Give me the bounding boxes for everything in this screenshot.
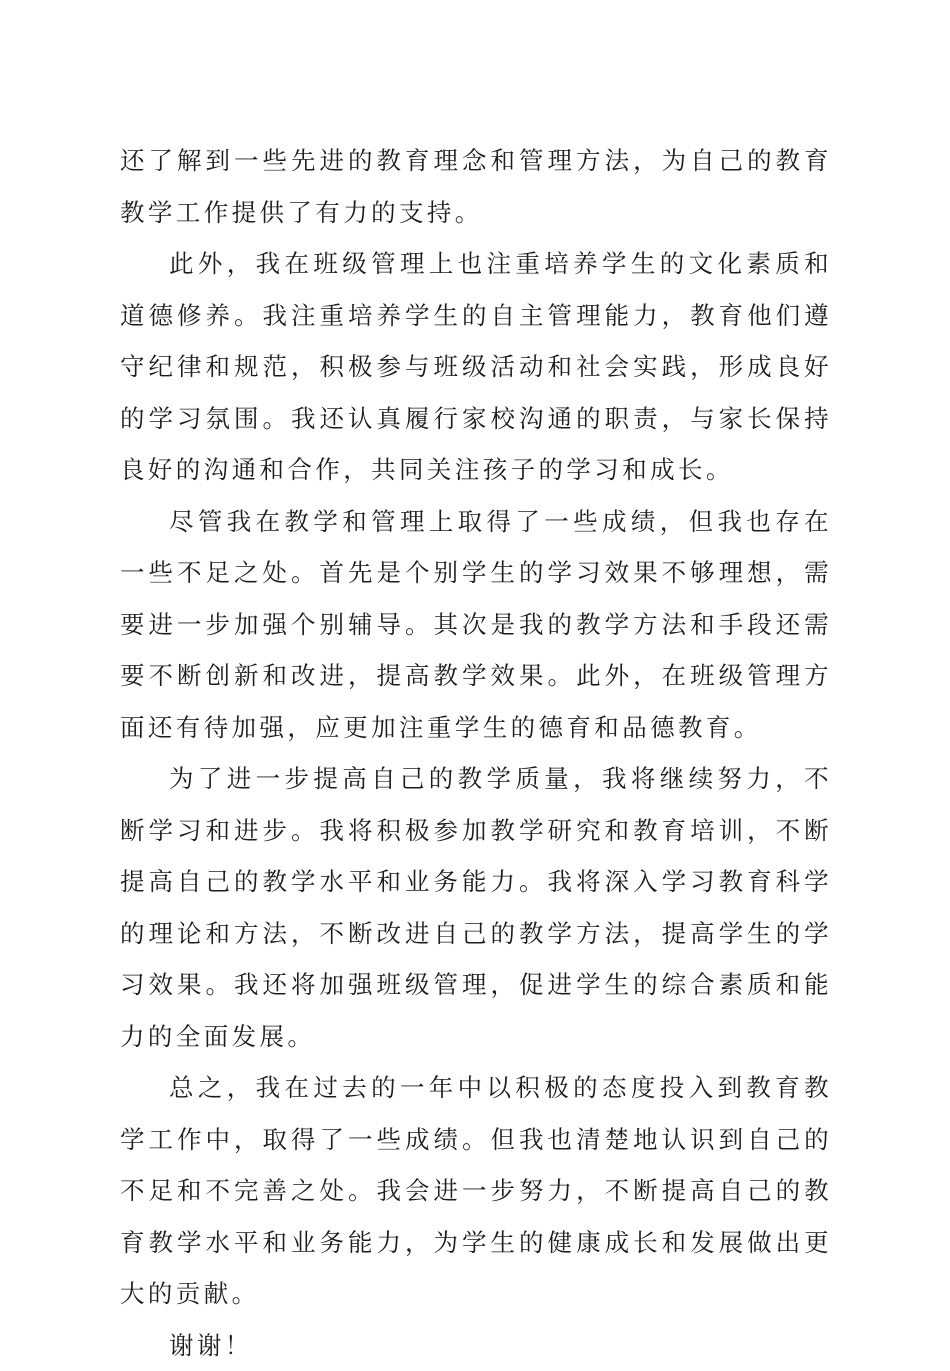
- paragraph-continuation: 还了解到一些先进的教育理念和管理方法，为自己的教育教学工作提供了有力的支持。: [120, 135, 832, 238]
- paragraph-class-management: 此外，我在班级管理上也注重培养学生的文化素质和道德修养。我注重培养学生的自主管理能力，教育他们遵守纪律和规范，积极参与班级活动和社会实践，形成良好的学习氛围。我还认真履行家校沟通的职责，与家长保持良好的沟通和合作，共同关注孩子的学习和成长。: [120, 238, 832, 496]
- paragraph-thanks: 谢谢！: [120, 1320, 832, 1371]
- paragraph-improvement-plan: 为了进一步提高自己的教学质量，我将继续努力，不断学习和进步。我将积极参加教学研究和教育培训，不断提高自己的教学水平和业务能力。我将深入学习教育科学的理论和方法，不断改进自己的教学方法，提高学生的学习效果。我还将加强班级管理，促进学生的综合素质和能力的全面发展。: [120, 753, 832, 1062]
- document-body: [120, 135, 832, 1371]
- paragraph-conclusion: 总之，我在过去的一年中以积极的态度投入到教育教学工作中，取得了一些成绩。但我也清楚地认识到自己的不足和不完善之处。我会进一步努力，不断提高自己的教育教学水平和业务能力，为学生的健康成长和发展做出更大的贡献。: [120, 1062, 832, 1320]
- paragraph-shortcomings: 尽管我在教学和管理上取得了一些成绩，但我也存在一些不足之处。首先是个别学生的学习效果不够理想，需要进一步加强个别辅导。其次是我的教学方法和手段还需要不断创新和改进，提高教学效果。此外，在班级管理方面还有待加强，应更加注重学生的德育和品德教育。: [120, 496, 832, 754]
